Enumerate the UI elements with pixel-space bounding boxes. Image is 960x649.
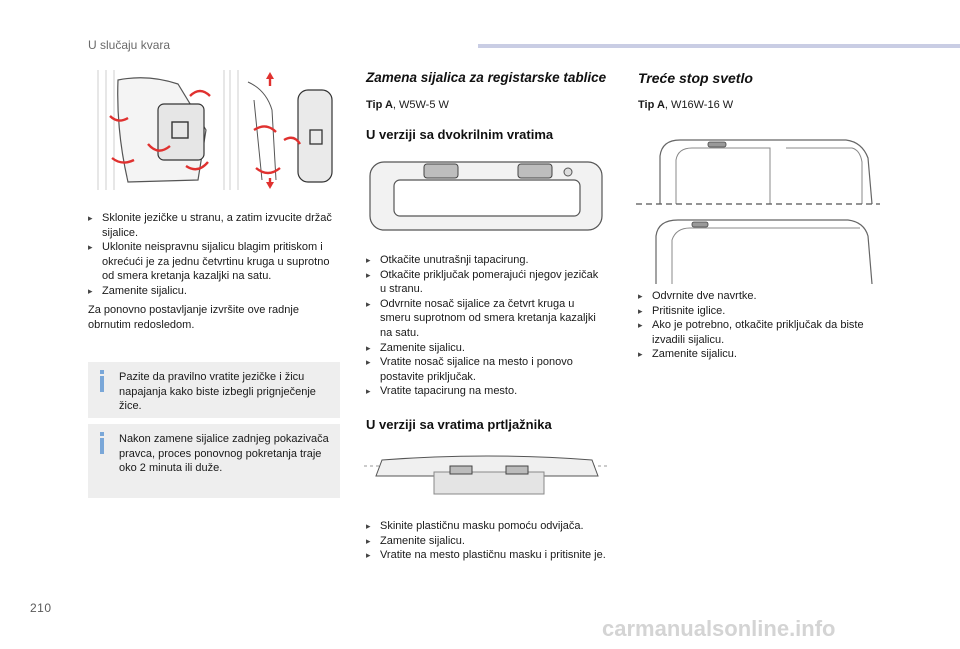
list-item: ▸ Zamenite sijalicu. bbox=[638, 347, 892, 362]
double-door-plate-lamp-illustration bbox=[366, 158, 606, 234]
list-item: ▸ Odvrnite dve navrtke. bbox=[638, 289, 892, 304]
tailgate-steps-list bbox=[366, 519, 606, 563]
closing-text: Za ponovno postavljanje izvršite ove radnje obrnutim redosledom. bbox=[88, 304, 299, 331]
list-item: ▸ Skinite plastičnu masku pomoću odvijača. bbox=[366, 519, 606, 534]
watermark: carmanualsonline.info bbox=[602, 616, 836, 641]
info-icon bbox=[98, 432, 108, 454]
tip-value: , W5W-5 W bbox=[392, 99, 449, 111]
tip-value: , W16W-16 W bbox=[664, 99, 734, 111]
page-number: 210 bbox=[30, 601, 52, 615]
plate-lamp-heading: Zamena sijalica za registarske tablice bbox=[366, 70, 607, 85]
list-item: ▸ Vratite na mesto plastičnu masku i pritisnite je. bbox=[366, 548, 606, 563]
header-accent-bar bbox=[478, 44, 960, 48]
third-brake-light-illustration bbox=[636, 134, 880, 284]
left-steps-list bbox=[88, 211, 342, 299]
list-item: ▸ Uklonite neispravnu sijalicu blagim pritiskom i okrećući je za jednu četvrtinu kruga u suprotno od smera kretanja kazaljki na satu. bbox=[88, 240, 342, 284]
brake-light-steps-list bbox=[638, 289, 892, 362]
section-title: U slučaju kvara bbox=[88, 38, 171, 52]
bulb-holder-illustration bbox=[88, 70, 340, 190]
tip-label: Tip A bbox=[638, 99, 665, 111]
tip-label: Tip A bbox=[366, 99, 393, 111]
list-item: ▸ Zamenite sijalicu. bbox=[88, 284, 342, 299]
note-text: Pazite da pravilno vratite jezičke i žicu napajanja kako biste izbegli prignječenje žice. bbox=[119, 371, 316, 413]
note-box-wiring bbox=[88, 362, 340, 418]
tailgate-plate-lamp-illustration bbox=[362, 446, 612, 498]
list-item: ▸ Zamenite sijalicu. bbox=[366, 534, 606, 549]
double-door-steps-list bbox=[366, 253, 606, 399]
brake-light-heading: Treće stop svetlo bbox=[638, 70, 753, 86]
double-door-heading: U verziji sa dvokrilnim vratima bbox=[366, 127, 554, 142]
list-item: ▸ Vratite nosač sijalice na mesto i ponovo postavite priključak. bbox=[366, 355, 606, 384]
list-item: ▸ Zamenite sijalicu. bbox=[366, 341, 606, 356]
info-icon bbox=[98, 370, 108, 392]
list-item: ▸ Otkačite priključak pomerajući njegov jezičak u stranu. bbox=[366, 268, 606, 297]
list-item: ▸ Ako je potrebno, otkačite priključak da biste izvadili sijalicu. bbox=[638, 318, 892, 347]
list-item: ▸ Vratite tapacirung na mesto. bbox=[366, 384, 606, 399]
note-text: Nakon zamene sijalice zadnjeg pokazivača pravca, proces ponovnog pokretanja traje oko 2 minuta ili duže. bbox=[119, 433, 329, 475]
list-item: ▸ Pritisnite iglice. bbox=[638, 304, 892, 319]
list-item: ▸ Sklonite jezičke u stranu, a zatim izvucite držač sijalice. bbox=[88, 211, 342, 240]
plate-bulb-type bbox=[366, 99, 449, 111]
list-item: ▸ Otkačite unutrašnji tapacirung. bbox=[366, 253, 606, 268]
list-item: ▸ Odvrnite nosač sijalice za četvrt kruga u smeru suprotnom od smera kretanja kazaljki na satu. bbox=[366, 297, 606, 341]
tailgate-heading: U verziji sa vratima prtljažnika bbox=[366, 417, 552, 432]
note-box-indicator bbox=[88, 424, 340, 498]
brake-bulb-type bbox=[638, 99, 733, 111]
